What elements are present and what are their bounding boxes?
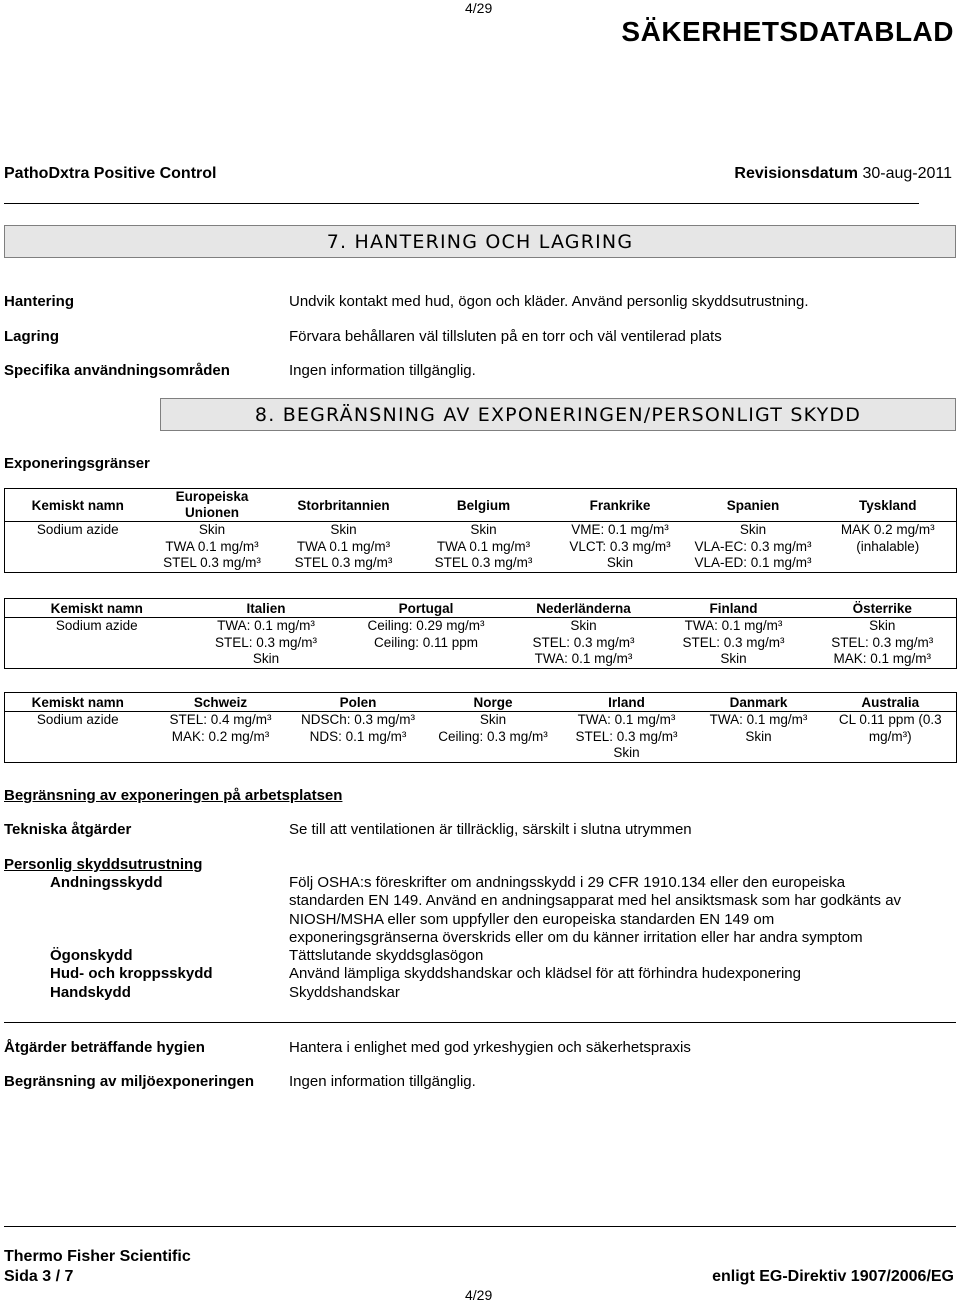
respiratory-value: Följ OSHA:s föreskrifter om andningsskydd i 29 CFR 1910.134 eller den europeiska standarden EN 149. Använd en andningsapparat med hel ansiktsmask som har godkänts av NIOSH/MSHA eller som uppfyller den europeiska standarden EN 149 om exponeringsgränserna överskrids eller om du känner irritation eller har andra symptom (289, 874, 902, 946)
cell-ireland: TWA: 0.1 mg/m³ STEL: 0.3 mg/m³ Skin (575, 712, 678, 760)
table-header-row (5, 693, 957, 712)
col-eu: Europeiska Unionen (151, 489, 274, 522)
eye-value: Tättslutande skyddsglasögon (289, 947, 484, 964)
section-8-header (160, 398, 956, 431)
respiratory-label: Andningsskydd (50, 874, 163, 891)
col-italy: Italien (189, 599, 344, 618)
revision-label: Revisionsdatum (734, 165, 858, 182)
hygiene-value: Hantera i enlighet med god yrkeshygien och säkerhetspraxis (289, 1039, 691, 1056)
exposure-table-2 (4, 598, 957, 669)
hand-label: Handskydd (50, 984, 131, 1001)
col-portugal: Portugal (344, 599, 509, 618)
cell-uk: Skin TWA 0.1 mg/m³ STEL 0.3 mg/m³ (294, 522, 393, 570)
cell-denmark: TWA: 0.1 mg/m³ Skin (709, 712, 808, 744)
table-row (5, 618, 957, 669)
cell-chemical: Sodium azide (36, 522, 119, 537)
cell-norway: Skin Ceiling: 0.3 mg/m³ (438, 712, 548, 744)
cell-poland: NDSCh: 0.3 mg/m³ NDS: 0.1 mg/m³ (300, 712, 416, 744)
revision-info (734, 165, 952, 183)
cell-belgium: Skin TWA 0.1 mg/m³ STEL 0.3 mg/m³ (434, 522, 533, 570)
cell-australia: CL 0.11 ppm (0.3 mg/m³) (838, 712, 942, 744)
cell-finland: TWA: 0.1 mg/m³ STEL: 0.3 mg/m³ Skin (682, 618, 785, 666)
technical-value: Se till att ventilationen är tillräcklig, särskilt i slutna utrymmen (289, 821, 692, 838)
cell-portugal: Ceiling: 0.29 mg/m³ Ceiling: 0.11 ppm (367, 618, 485, 650)
handling-value: Undvik kontakt med hud, ögon och kläder. Använd personlig skyddsutrustning. (289, 293, 809, 310)
table-row (5, 712, 957, 763)
section-7-header (4, 225, 956, 258)
col-australia: Australia (825, 693, 957, 712)
header-rule (4, 203, 919, 204)
cell-spain: Skin VLA-EC: 0.3 mg/m³ VLA-ED: 0.1 mg/m³ (694, 522, 812, 570)
page-counter-bottom: 4/29 (465, 1287, 493, 1303)
environment-value: Ingen information tillgänglig. (289, 1073, 476, 1090)
cell-switzerland: STEL: 0.4 mg/m³ MAK: 0.2 mg/m³ (169, 712, 272, 744)
page-indicator: Sida 3 / 7 (4, 1268, 74, 1285)
workplace-heading: Begränsning av exponeringen på arbetsplatsen (4, 787, 343, 804)
col-germany: Tyskland (820, 489, 957, 522)
section-divider (4, 1022, 956, 1023)
hygiene-label: Åtgärder beträffande hygien (4, 1039, 205, 1056)
revision-date: 30-aug-2011 (862, 165, 952, 182)
company-name: Thermo Fisher Scientific (4, 1248, 191, 1265)
col-spain: Spanien (687, 489, 820, 522)
cell-austria: Skin STEL: 0.3 mg/m³ MAK: 0.1 mg/m³ (831, 618, 934, 666)
col-norway: Norge (426, 693, 561, 712)
col-netherlands: Nederländerna (509, 599, 659, 618)
col-belgium: Belgium (414, 489, 554, 522)
storage-value: Förvara behållaren väl tillsluten på en torr och väl ventilerad plats (289, 328, 722, 345)
col-chemical-name: Kemiskt namn (5, 489, 151, 522)
table-header-row (5, 489, 957, 522)
storage-label: Lagring (4, 328, 59, 345)
col-chemical-name: Kemiskt namn (5, 693, 151, 712)
col-ireland: Irland (561, 693, 693, 712)
specific-uses-value: Ingen information tillgänglig. (289, 362, 476, 379)
ppe-heading: Personlig skyddsutrustning (4, 856, 203, 873)
col-switzerland: Schweiz (151, 693, 291, 712)
exposure-table-1 (4, 488, 957, 573)
exposure-table-3 (4, 692, 957, 763)
col-denmark: Danmark (693, 693, 825, 712)
exposure-limits-heading: Exponeringsgränser (4, 455, 150, 472)
section-7-title: 7. HANTERING OCH LAGRING (326, 231, 634, 253)
footer-rule (4, 1226, 956, 1227)
cell-france: VME: 0.1 mg/m³ VLCT: 0.3 mg/m³ Skin (569, 522, 671, 570)
skin-label: Hud- och kroppsskydd (50, 965, 213, 982)
hand-value: Skyddshandskar (289, 984, 400, 1001)
cell-chemical: Sodium azide (55, 618, 138, 633)
product-name: PathoDxtra Positive Control (4, 165, 217, 182)
handling-label: Hantering (4, 293, 75, 310)
cell-eu: Skin TWA 0.1 mg/m³ STEL 0.3 mg/m³ (163, 522, 261, 570)
environment-label: Begränsning av miljöexponeringen (4, 1073, 255, 1090)
cell-chemical: Sodium azide (36, 712, 119, 727)
table-row (5, 522, 957, 573)
table-header-row (5, 599, 957, 618)
col-poland: Polen (291, 693, 426, 712)
document-title: SÄKERHETSDATABLAD (621, 16, 954, 47)
specific-uses-label: Specifika användningsområden (4, 362, 230, 379)
cell-italy: TWA: 0.1 mg/m³ STEL: 0.3 mg/m³ Skin (214, 618, 318, 666)
section-8-title: 8. BEGRÄNSNING AV EXPONERINGEN/PERSONLIGT SKYDD (254, 404, 862, 426)
col-chemical-name: Kemiskt namn (5, 599, 189, 618)
skin-value: Använd lämpliga skyddshandskar och klädsel för att förhindra hudexponering (289, 965, 801, 982)
cell-germany: MAK 0.2 mg/m³ (inhalable) (840, 522, 935, 554)
eye-label: Ögonskydd (50, 947, 133, 964)
col-france: Frankrike (554, 489, 687, 522)
page-counter-top: 4/29 (465, 0, 493, 16)
col-finland: Finland (659, 599, 809, 618)
regulation-reference: enligt EG-Direktiv 1907/2006/EG (712, 1268, 954, 1285)
col-austria: Österrike (809, 599, 957, 618)
technical-label: Tekniska åtgärder (4, 821, 132, 838)
col-uk: Storbritannien (274, 489, 414, 522)
cell-netherlands: Skin STEL: 0.3 mg/m³ TWA: 0.1 mg/m³ (532, 618, 635, 666)
